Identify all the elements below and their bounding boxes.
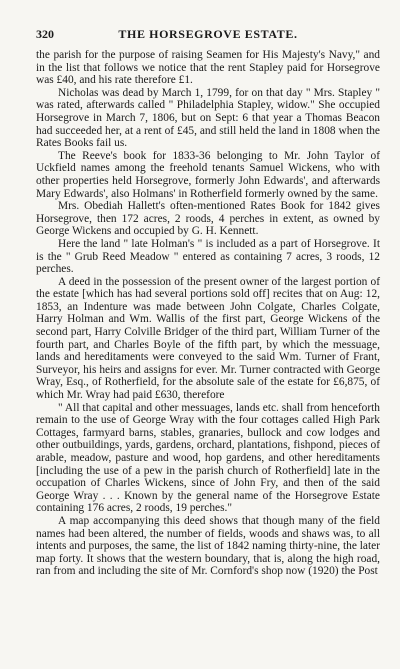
body-text: [36, 49, 380, 578]
paragraph: A map accompanying this deed shows that though many of the field names had been altered, the number of fields, woods and shaws was, to all intents and purposes, the same, the list of 1842 naming thirty-nine, the later map forty. It shows that the western boundary, that is, along the high road, ran from and including the site of Mr. Cornford's shop now (1920) the Post: [36, 514, 380, 578]
running-head: THE HORSEGROVE ESTATE.: [118, 27, 298, 41]
paragraph-continued: the parish for the purpose of raising Seamen for His Majesty's Navy," and in the list that follows we notice that the rent Stapley paid for Horsegrove was £40, and his rate therefore £1.: [36, 49, 380, 87]
paragraph: Mrs. Obediah Hallett's often-mentioned Rates Book for 1842 gives Horsegrove, then 172 acres, 2 roods, 4 perches in extent, as owned by George Wickens and occupied by G. H. Kennett.: [36, 200, 380, 238]
page-number: 320: [36, 27, 54, 41]
paragraph: A deed in the possession of the present owner of the largest portion of the estate [which has had several portions sold off] recites that on Aug: 12, 1853, an Indenture was made between John Colgate, Charles Colgate, Harry Holman and Wm. Wallis of the first part, George Wickens of the second part, Harry Colville Bridger of the third part, William Turner of the fourth part, and Charles Boyle of the fifth part, by which the messuage, lands and hereditaments were conveyed to the said Wm. Turner of Frant, Surveyor, his heirs and assigns for ever. Mr. Turner contracted with George Wray, Esq., of Rotherfield, for the absolute sale of the estate for £6,875, of which Mr. Wray had paid £630, therefore: [36, 275, 380, 402]
paragraph: Nicholas was dead by March 1, 1799, for on that day " Mrs. Stapley " was rated, afterwards called " Philadelphia Stapley, widow." She occupied Horsegrove in March 7, 1806, but on Sept: 6 that year a Thomas Beacon had succeeded her, at a rent of £45, and still held the land in 1808 when the Rates Books fail us.: [36, 86, 380, 150]
page-header: [36, 27, 380, 49]
paragraph: The Reeve's book for 1833-36 belonging to Mr. John Taylor of Uckfield names among the freehold tenants Samuel Wickens, who with other properties held Horsegrove, formerly John Edwards', and afterwards Mary Edwards', also Holmans' in Rotherfield formerly owned by the same.: [36, 149, 380, 200]
paragraph: Here the land " late Holman's " is included as a part of Horsegrove. It is the " Grub Reed Meadow " entered as containing 7 acres, 3 roods, 12 perches.: [36, 237, 380, 276]
quoted-paragraph: " All that capital and other messuages, lands etc. shall from henceforth remain to the use of George Wray with the four cottages called High Park Cottages, farmyard barns, stables, granaries, bullock and cow lodges and other outbuildings, yards, gardens, orchard, plantations, fishpond, pieces of arable, meadow, pasture and wood, hop gardens, and other hereditaments [including the use of a pew in the parish church of Rotherfield] late in the occupation of Charles Wickens, since of John Fry, and then of the said George Wray . . . Known by the general name of the Horsegrove Estate containing 176 acres, 2 roods, 19 perches.": [36, 401, 380, 515]
